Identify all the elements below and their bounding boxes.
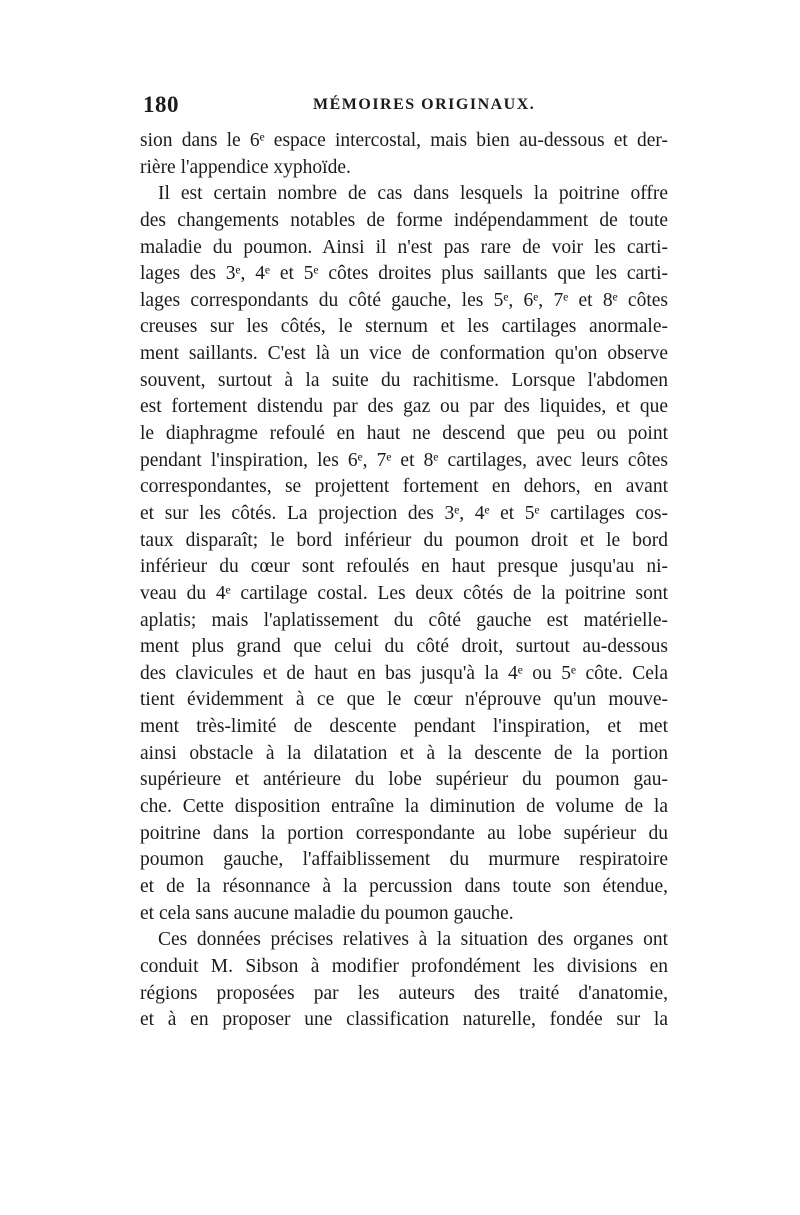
- text-line: conduit M. Sibson à modifier profondément les divisions en: [140, 955, 668, 977]
- text-line: veau du 4ᵉ cartilage costal. Les deux côtés de la poitrine sont: [140, 582, 668, 604]
- text-line: est fortement distendu par des gaz ou par des liquides, et que: [140, 396, 668, 418]
- text-line: sion dans le 6ᵉ espace intercostal, mais bien au-dessous et der-: [140, 130, 668, 151]
- text-line: et cela sans aucune maladie du poumon gauche.: [140, 902, 514, 924]
- text-line: ment saillants. C'est là un vice de conformation qu'on observe: [140, 343, 668, 365]
- text-line: Ces données précises relatives à la situation des organes ont: [158, 929, 668, 951]
- text-line: tient évidemment à ce que le cœur n'éprouve qu'un mouve-: [140, 689, 668, 711]
- text-line: poitrine dans la portion correspondante au lobe supérieur du: [140, 822, 668, 844]
- text-line: ainsi obstacle à la dilatation et à la descente de la portion: [140, 742, 668, 764]
- text-line: rière l'appendice xyphoïde.: [140, 156, 351, 178]
- page-number: 180: [143, 92, 179, 117]
- text-line: ment plus grand que celui du côté droit, surtout au-dessous: [140, 636, 668, 658]
- text-line: des changements notables de forme indépendamment de toute: [140, 209, 668, 231]
- text-line: correspondantes, se projettent fortement en dehors, en avant: [140, 476, 668, 498]
- text-line: des clavicules et de haut en bas jusqu'à la 4ᵉ ou 5ᵉ côte. Cela: [140, 662, 668, 684]
- text-line: inférieur du cœur sont refoulés en haut presque jusqu'au ni-: [140, 556, 668, 578]
- text-line: régions proposées par les auteurs des traité d'anatomie,: [140, 982, 668, 1004]
- text-line: taux disparaît; le bord inférieur du poumon droit et le bord: [140, 529, 668, 551]
- text-line: ment très-limité de descente pendant l'inspiration, et met: [140, 716, 668, 738]
- text-line: poumon gauche, l'affaiblissement du murmure respiratoire: [140, 849, 668, 871]
- text-line: creuses sur les côtés, le sternum et les cartilages anormale-: [140, 316, 668, 338]
- body-text: [140, 128, 668, 1034]
- text-line: Il est certain nombre de cas dans lesquels la poitrine offre: [158, 183, 668, 205]
- text-line: pendant l'inspiration, les 6ᵉ, 7ᵉ et 8ᵉ cartilages, avec leurs côtes: [140, 449, 668, 471]
- text-line: lages correspondants du côté gauche, les 5ᵉ, 6ᵉ, 7ᵉ et 8ᵉ côtes: [140, 289, 668, 311]
- text-line: le diaphragme refoulé en haut ne descend que peu ou point: [140, 423, 668, 445]
- running-head: MÉMOIRES ORIGINAUX.: [313, 96, 536, 113]
- text-line: lages des 3ᵉ, 4ᵉ et 5ᵉ côtes droites plus saillants que les carti-: [140, 263, 668, 285]
- text-line: et sur les côtés. La projection des 3ᵉ, 4ᵉ et 5ᵉ cartilages cos-: [140, 502, 668, 524]
- page-header: [143, 92, 668, 122]
- text-line: souvent, surtout à la suite du rachitisme. Lorsque l'abdomen: [140, 369, 668, 391]
- text-line: che. Cette disposition entraîne la diminution de volume de la: [140, 796, 668, 818]
- text-line: maladie du poumon. Ainsi il n'est pas rare de voir les carti-: [140, 236, 668, 258]
- text-line: et de la résonnance à la percussion dans toute son étendue,: [140, 875, 668, 897]
- text-line: supérieure et antérieure du lobe supérieur du poumon gau-: [140, 769, 668, 791]
- text-line: aplatis; mais l'aplatissement du côté gauche est matérielle-: [140, 609, 668, 631]
- text-line: et à en proposer une classification naturelle, fondée sur la: [140, 1009, 668, 1031]
